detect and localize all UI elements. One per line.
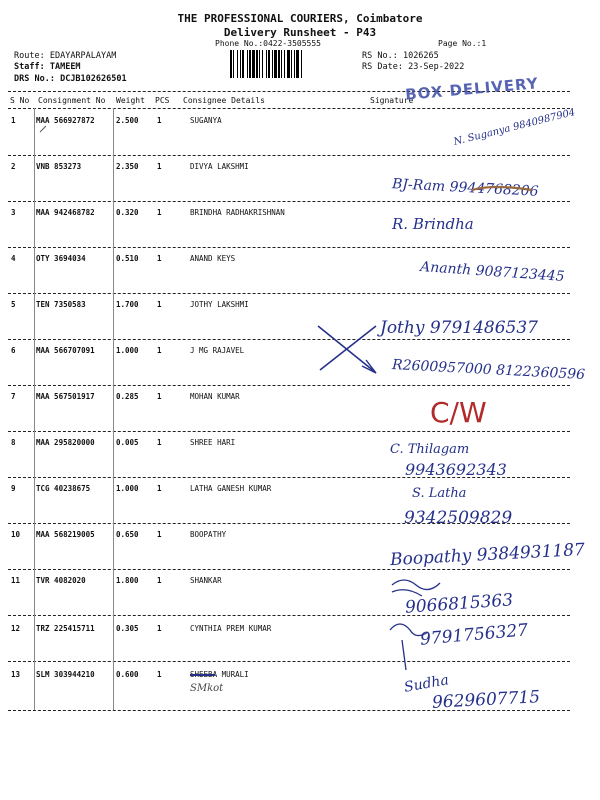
row-sno: 1 <box>11 116 16 125</box>
row-divider <box>8 155 570 156</box>
row-pcs: 1 <box>157 670 162 679</box>
barcode-bar <box>272 50 273 78</box>
staff-value: TAMEEM <box>49 62 81 72</box>
row-pcs: 1 <box>157 208 162 217</box>
barcode-bar <box>230 50 232 78</box>
row-divider <box>8 339 570 340</box>
document-subtitle: Delivery Runsheet - P43 <box>223 26 377 39</box>
signature-3: R. Brindha <box>392 215 474 233</box>
barcode-bar <box>233 50 234 78</box>
row-divider <box>8 431 570 432</box>
barcode-bar <box>259 50 260 78</box>
row-consignment: TVR 4082020 <box>36 576 86 585</box>
col-header-consignee: Consignee Details <box>183 96 265 105</box>
row-divider <box>8 201 570 202</box>
row-consignment: MAA 942468782 <box>36 208 95 217</box>
row-sno: 2 <box>11 162 16 171</box>
row-sno: 4 <box>11 254 16 263</box>
signature-7-cw: C/W <box>430 396 487 429</box>
barcode-bar <box>252 50 255 78</box>
row-pcs: 1 <box>157 530 162 539</box>
barcode-bar <box>240 50 241 78</box>
barcode-bar <box>294 50 295 78</box>
row-weight: 0.005 <box>116 438 139 447</box>
row-consignment: TEN 7350583 <box>36 300 86 309</box>
rs-no-line <box>362 51 439 61</box>
row-weight: 2.500 <box>116 116 139 125</box>
row-pcs: 1 <box>157 438 162 447</box>
row-consignment: MAA 295820000 <box>36 438 95 447</box>
row-divider <box>8 569 570 570</box>
row-consignment: TRZ 225415711 <box>36 624 95 633</box>
row-pcs: 1 <box>157 254 162 263</box>
box-delivery-stamp: BOX DELIVERY <box>404 74 540 104</box>
page-number: Page No.:1 <box>438 39 487 48</box>
row-consignee: JOTHY LAKSHMI <box>190 300 249 309</box>
row-consignment: MAA 567501917 <box>36 392 95 401</box>
row-divider <box>8 293 570 294</box>
row-sno: 8 <box>11 438 16 447</box>
row-pcs: 1 <box>157 162 162 171</box>
barcode-bar <box>281 50 282 78</box>
col-header-weight: Weight <box>116 96 145 105</box>
signature-13-phone: 9629607715 <box>431 687 541 713</box>
signature-8-phone: 9943692343 <box>405 460 507 479</box>
row-consignee: SHREE HARI <box>190 438 236 447</box>
barcode-bar <box>237 50 238 78</box>
drs-label: DRS No.: <box>14 74 55 84</box>
row-consignment: TCG 40238675 <box>36 484 91 493</box>
barcode-bar <box>284 50 285 78</box>
row-pcs: 1 <box>157 576 162 585</box>
barcode-bar <box>287 50 290 78</box>
row-sno: 10 <box>11 530 21 539</box>
row-divider <box>8 615 570 616</box>
row-consignee: SUGANYA <box>190 116 222 125</box>
barcode-bar <box>247 50 248 78</box>
barcode-bar <box>266 50 267 78</box>
row-divider <box>8 710 570 711</box>
row-consignee: LATHA GANESH KUMAR <box>190 484 272 493</box>
row-pcs: 1 <box>157 392 162 401</box>
row-weight: 1.800 <box>116 576 139 585</box>
barcode-bar <box>256 50 258 78</box>
row-consignment: VNB 853273 <box>36 162 82 171</box>
column-line <box>113 108 114 710</box>
row-sno: 9 <box>11 484 16 493</box>
barcode <box>230 50 354 78</box>
signature-6: R2600957000 8122360596 <box>391 356 586 384</box>
row-divider <box>8 247 570 248</box>
staff-line <box>14 62 81 72</box>
row-13-handwritten-note: SMkot <box>190 683 224 694</box>
col-header-signature: Signature <box>370 96 414 105</box>
row-consignment: MAA 568219005 <box>36 530 95 539</box>
row-pcs: 1 <box>157 346 162 355</box>
route-value: EDAYARPALAYAM <box>49 51 117 61</box>
row-weight: 0.650 <box>116 530 139 539</box>
row-weight: 0.600 <box>116 670 139 679</box>
row-sno: 6 <box>11 346 16 355</box>
row-weight: 0.320 <box>116 208 139 217</box>
row-consignee: BOOPATHY <box>190 530 227 539</box>
row-consignment: MAA 566927872 <box>36 116 95 125</box>
signature-11: 9066815363 <box>404 590 514 618</box>
row-pcs: 1 <box>157 484 162 493</box>
row-weight: 0.305 <box>116 624 139 633</box>
signature-10: Boopathy 9384931187 <box>389 539 586 571</box>
signature-13-name: Sudha <box>402 672 450 696</box>
row-divider <box>8 661 570 662</box>
barcode-bar <box>268 50 270 78</box>
phone-number: Phone No.:0422-3505555 <box>215 39 321 48</box>
signature-8-name: C. Thilagam <box>390 442 470 457</box>
row-weight: 1.000 <box>116 346 139 355</box>
row-divider <box>8 385 570 386</box>
barcode-bar <box>296 50 299 78</box>
row-weight: 2.350 <box>116 162 139 171</box>
staff-label: Staff: <box>14 62 45 72</box>
drs-line <box>14 74 127 84</box>
drs-value: DCJB102626501 <box>60 74 127 84</box>
row-sno: 11 <box>11 576 21 585</box>
row-consignee: MOHAN KUMAR <box>190 392 240 401</box>
barcode-bar <box>249 50 251 78</box>
column-line <box>34 108 35 710</box>
row-consignment: SLM 303944210 <box>36 670 95 679</box>
route-line <box>14 51 116 61</box>
barcode-bar <box>242 50 244 78</box>
row-consignment: OTY 3694034 <box>36 254 86 263</box>
row-weight: 0.285 <box>116 392 139 401</box>
row-pcs: 1 <box>157 300 162 309</box>
route-label: Route: <box>14 51 45 61</box>
row-consignee: CYNTHIA PREM KUMAR <box>190 624 272 633</box>
header-rule-bottom <box>8 108 570 109</box>
row-sno: 7 <box>11 392 16 401</box>
barcode-bar <box>301 50 302 78</box>
signature-4: Ananth 9087123445 <box>419 258 566 286</box>
document-title: THE PROFESSIONAL COURIERS, Coimbatore <box>177 12 423 25</box>
row-pcs: 1 <box>157 116 162 125</box>
signature-5: Jothy 9791486537 <box>380 318 538 338</box>
col-header-sno: S No <box>10 96 30 105</box>
row-weight: 1.000 <box>116 484 139 493</box>
rs-no-value: 1026265 <box>402 51 439 61</box>
row-consignee: SHEEBA MURALI <box>190 670 249 679</box>
row-consignee: DIVYA LAKSHMI <box>190 162 249 171</box>
row-weight: 1.700 <box>116 300 139 309</box>
signature-1: N. Suganya 9840987904 <box>452 107 577 148</box>
row-sno: 3 <box>11 208 16 217</box>
barcode-bar <box>262 50 263 78</box>
signature-9-name: S. Latha <box>412 486 467 501</box>
row-weight: 0.510 <box>116 254 139 263</box>
row-sno: 12 <box>11 624 21 633</box>
row-consignee: J MG RAJAVEL <box>190 346 245 355</box>
row-consignment: MAA 566707091 <box>36 346 95 355</box>
rs-date-label: RS Date: <box>362 62 403 72</box>
barcode-bar <box>291 50 292 78</box>
row-sno: 5 <box>11 300 16 309</box>
rs-date-value: 23-Sep-2022 <box>408 62 465 72</box>
signature-12: 9791756327 <box>419 620 529 650</box>
row-consignee: BRINDHA RADHAKRISHNAN <box>190 208 285 217</box>
row-pcs: 1 <box>157 624 162 633</box>
col-header-consignment: Consignment No <box>38 96 106 105</box>
barcode-bar <box>274 50 277 78</box>
row-sno: 13 <box>11 670 21 679</box>
rs-no-label: RS No.: <box>362 51 398 61</box>
barcode-bar <box>278 50 280 78</box>
row-consignee: ANAND KEYS <box>190 254 236 263</box>
rs-date-line <box>362 62 464 72</box>
col-header-pcs: PCS <box>155 96 170 105</box>
row-consignee: SHANKAR <box>190 576 222 585</box>
signature-2: BJ-Ram 9944768206 <box>391 176 539 200</box>
signature-9-phone: 9342509829 <box>404 508 513 528</box>
